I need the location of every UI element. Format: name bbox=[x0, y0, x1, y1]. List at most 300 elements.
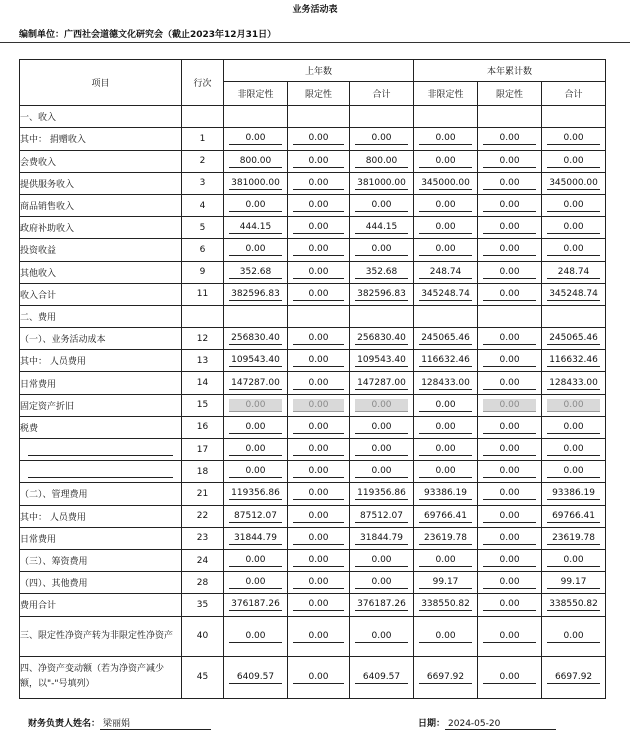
value-cell bbox=[542, 594, 606, 616]
value-field[interactable]: 0.00 bbox=[229, 199, 282, 212]
value-field[interactable]: 0.00 bbox=[293, 377, 344, 390]
table-row bbox=[20, 594, 606, 616]
value-cell bbox=[414, 549, 478, 571]
table-row bbox=[20, 439, 606, 461]
value-cell bbox=[542, 239, 606, 261]
value-field[interactable]: 0.00 bbox=[293, 421, 344, 434]
value-cell bbox=[414, 283, 478, 305]
value-cell bbox=[224, 483, 288, 505]
value-field[interactable]: 245065.46 bbox=[547, 332, 600, 345]
value-field[interactable]: 245065.46 bbox=[419, 332, 472, 345]
value-field[interactable]: 0.00 bbox=[483, 199, 536, 212]
value-cell bbox=[542, 483, 606, 505]
value-field[interactable]: 376187.26 bbox=[355, 598, 408, 611]
value-field[interactable]: 0.00 bbox=[419, 399, 472, 412]
value-field[interactable]: 0.00 bbox=[483, 532, 536, 545]
value-field[interactable]: 256830.40 bbox=[355, 332, 408, 345]
value-field[interactable]: 0.00 bbox=[419, 630, 472, 643]
row-number: 5 bbox=[182, 217, 224, 239]
value-field[interactable]: 109543.40 bbox=[229, 354, 282, 367]
value-cell bbox=[288, 283, 350, 305]
value-cell bbox=[414, 194, 478, 216]
row-label: 二、费用 bbox=[20, 305, 182, 327]
table-row bbox=[20, 350, 606, 372]
value-cell bbox=[288, 106, 350, 128]
value-field[interactable]: 31844.79 bbox=[229, 532, 282, 545]
row-label: 日常费用 bbox=[20, 372, 182, 394]
finance-person-value[interactable]: 梁丽娟 bbox=[100, 716, 211, 730]
col-row-no: 行次 bbox=[182, 60, 224, 106]
value-field[interactable]: 128433.00 bbox=[547, 377, 600, 390]
value-field[interactable]: 0.00 bbox=[483, 598, 536, 611]
value-cell bbox=[224, 128, 288, 150]
value-field[interactable]: 0.00 bbox=[355, 630, 408, 643]
value-field[interactable]: 0.00 bbox=[483, 510, 536, 523]
value-field[interactable]: 128433.00 bbox=[419, 377, 472, 390]
value-cell bbox=[542, 656, 606, 698]
row-number: 4 bbox=[182, 194, 224, 216]
value-cell bbox=[414, 172, 478, 194]
value-field[interactable]: 0.00 bbox=[229, 421, 282, 434]
col-ty-unrestricted: 非限定性 bbox=[414, 82, 478, 106]
col-ly-total: 合计 bbox=[350, 82, 414, 106]
value-field[interactable]: 0.00 bbox=[547, 443, 600, 456]
value-field[interactable]: 0.00 bbox=[229, 554, 282, 567]
value-field[interactable]: 0.00 bbox=[483, 332, 536, 345]
value-cell bbox=[478, 150, 542, 172]
report-date-value[interactable]: 2024-05-20 bbox=[445, 719, 556, 730]
value-field[interactable]: 0.00 bbox=[355, 132, 408, 145]
table-row bbox=[20, 372, 606, 394]
value-field[interactable]: 6409.57 bbox=[229, 671, 282, 684]
table-row bbox=[20, 416, 606, 438]
value-field[interactable]: 382596.83 bbox=[355, 288, 408, 301]
value-field[interactable]: 0.00 bbox=[547, 132, 600, 145]
value-field[interactable]: 0.00 bbox=[547, 421, 600, 434]
value-cell bbox=[414, 350, 478, 372]
value-field[interactable]: 376187.26 bbox=[229, 598, 282, 611]
row-label: 会费收入 bbox=[20, 150, 182, 172]
value-field[interactable]: 256830.40 bbox=[229, 332, 282, 345]
value-field[interactable]: 116632.46 bbox=[547, 354, 600, 367]
table-row bbox=[20, 283, 606, 305]
finance-person bbox=[28, 716, 211, 730]
value-cell bbox=[350, 505, 414, 527]
value-field[interactable]: 0.00 bbox=[419, 155, 472, 168]
value-field[interactable]: 0.00 bbox=[229, 465, 282, 478]
value-cell bbox=[288, 239, 350, 261]
value-field[interactable]: 444.15 bbox=[229, 221, 282, 234]
value-field[interactable]: 0.00 bbox=[229, 243, 282, 256]
value-field[interactable]: 382596.83 bbox=[229, 288, 282, 301]
table-row bbox=[20, 217, 606, 239]
row-label: 其中： 捐赠收入 bbox=[20, 128, 182, 150]
table-row bbox=[20, 305, 606, 327]
value-cell bbox=[350, 283, 414, 305]
value-cell bbox=[350, 261, 414, 283]
value-cell bbox=[478, 194, 542, 216]
value-field[interactable]: 0.00 bbox=[293, 266, 344, 279]
value-field[interactable]: 0.00 bbox=[293, 598, 344, 611]
value-field[interactable]: 69766.41 bbox=[419, 510, 472, 523]
table-row bbox=[20, 194, 606, 216]
value-cell bbox=[350, 305, 414, 327]
row-label: 四、净资产变动额（若为净资产减少额，以"-"号填列） bbox=[20, 656, 182, 698]
value-field[interactable]: 23619.78 bbox=[547, 532, 600, 545]
value-cell bbox=[414, 394, 478, 416]
value-cell bbox=[288, 150, 350, 172]
value-cell bbox=[350, 572, 414, 594]
value-field[interactable]: 0.00 bbox=[419, 243, 472, 256]
value-field[interactable]: 381000.00 bbox=[229, 177, 282, 190]
value-cell bbox=[350, 461, 414, 483]
value-field[interactable]: 0.00 bbox=[293, 532, 344, 545]
value-field[interactable]: 0.00 bbox=[293, 630, 344, 643]
value-cell bbox=[414, 128, 478, 150]
value-field[interactable]: 338550.82 bbox=[547, 598, 600, 611]
row-number: 3 bbox=[182, 172, 224, 194]
value-cell bbox=[478, 217, 542, 239]
value-field[interactable]: 0.00 bbox=[229, 443, 282, 456]
row-label bbox=[20, 461, 182, 483]
table-row bbox=[20, 549, 606, 571]
value-cell bbox=[478, 283, 542, 305]
value-cell bbox=[478, 461, 542, 483]
row-label: 一、收入 bbox=[20, 106, 182, 128]
value-cell bbox=[414, 416, 478, 438]
row-number: 22 bbox=[182, 505, 224, 527]
value-field[interactable]: 0.00 bbox=[483, 630, 536, 643]
value-cell bbox=[478, 372, 542, 394]
value-field[interactable]: 0.00 bbox=[547, 243, 600, 256]
value-cell bbox=[350, 239, 414, 261]
value-field[interactable]: 119356.86 bbox=[355, 487, 408, 500]
row-number: 6 bbox=[182, 239, 224, 261]
table-row bbox=[20, 616, 606, 656]
value-cell bbox=[478, 572, 542, 594]
value-field[interactable]: 345248.74 bbox=[419, 288, 472, 301]
value-cell bbox=[542, 350, 606, 372]
value-field[interactable]: 0.00 bbox=[229, 630, 282, 643]
value-field[interactable]: 0.00 bbox=[293, 177, 344, 190]
value-field[interactable]: 800.00 bbox=[355, 155, 408, 168]
value-cell bbox=[350, 150, 414, 172]
row-label: 其中： 人员费用 bbox=[20, 505, 182, 527]
value-field[interactable]: 0.00 bbox=[293, 155, 344, 168]
row-number: 15 bbox=[182, 394, 224, 416]
value-field[interactable]: 6409.57 bbox=[355, 671, 408, 684]
value-field[interactable]: 0.00 bbox=[293, 465, 344, 478]
row-label: 其中： 人员费用 bbox=[20, 350, 182, 372]
value-cell bbox=[350, 656, 414, 698]
value-cell bbox=[224, 372, 288, 394]
row-number bbox=[182, 106, 224, 128]
value-field[interactable]: 800.00 bbox=[229, 155, 282, 168]
value-field[interactable]: 352.68 bbox=[355, 266, 408, 279]
value-field[interactable]: 0.00 bbox=[355, 554, 408, 567]
table-row bbox=[20, 527, 606, 549]
value-field[interactable]: 0.00 bbox=[483, 354, 536, 367]
value-cell bbox=[224, 239, 288, 261]
row-number: 2 bbox=[182, 150, 224, 172]
value-field[interactable]: 69766.41 bbox=[547, 510, 600, 523]
value-field[interactable]: 0.00 bbox=[547, 465, 600, 478]
value-cell bbox=[478, 439, 542, 461]
value-field[interactable]: 345000.00 bbox=[547, 177, 600, 190]
value-field[interactable]: 0.00 bbox=[483, 132, 536, 145]
table-row bbox=[20, 106, 606, 128]
row-label: （二）、管理费用 bbox=[20, 483, 182, 505]
value-field[interactable]: 87512.07 bbox=[229, 510, 282, 523]
value-cell bbox=[542, 416, 606, 438]
row-number: 40 bbox=[182, 616, 224, 656]
value-cell bbox=[542, 549, 606, 571]
value-cell bbox=[414, 527, 478, 549]
value-field[interactable]: 0.00 bbox=[229, 132, 282, 145]
value-field[interactable]: 444.15 bbox=[355, 221, 408, 234]
value-cell bbox=[288, 194, 350, 216]
value-field[interactable]: 0.00 bbox=[355, 421, 408, 434]
value-cell bbox=[478, 656, 542, 698]
value-cell bbox=[288, 217, 350, 239]
value-cell bbox=[478, 549, 542, 571]
value-cell bbox=[224, 194, 288, 216]
org-unit: 编制单位：广西社会道德文化研究会（截止2023年12月31日） bbox=[19, 30, 277, 40]
value-field[interactable]: 345248.74 bbox=[547, 288, 600, 301]
value-field[interactable]: 116632.46 bbox=[419, 354, 472, 367]
value-field[interactable]: 0.00 bbox=[293, 487, 344, 500]
value-cell bbox=[288, 572, 350, 594]
value-cell bbox=[288, 394, 350, 416]
value-cell bbox=[350, 394, 414, 416]
value-cell bbox=[288, 505, 350, 527]
value-field[interactable]: 147287.00 bbox=[355, 377, 408, 390]
value-cell bbox=[288, 549, 350, 571]
value-cell bbox=[542, 261, 606, 283]
value-field[interactable]: 119356.86 bbox=[229, 487, 282, 500]
value-cell bbox=[288, 483, 350, 505]
value-field[interactable]: 0.00 bbox=[293, 132, 344, 145]
value-field[interactable]: 352.68 bbox=[229, 266, 282, 279]
value-field[interactable]: 31844.79 bbox=[355, 532, 408, 545]
row-label: 固定资产折旧 bbox=[20, 394, 182, 416]
value-field[interactable]: 0.00 bbox=[293, 576, 344, 589]
value-cell bbox=[414, 461, 478, 483]
value-field[interactable]: 6697.92 bbox=[547, 671, 600, 684]
value-cell bbox=[542, 527, 606, 549]
value-cell bbox=[224, 261, 288, 283]
table-row bbox=[20, 261, 606, 283]
value-cell bbox=[542, 572, 606, 594]
value-cell bbox=[478, 172, 542, 194]
value-cell bbox=[542, 505, 606, 527]
value-field[interactable]: 0.00 bbox=[547, 554, 600, 567]
value-field[interactable]: 0.00 bbox=[355, 199, 408, 212]
value-cell bbox=[542, 372, 606, 394]
value-field[interactable]: 0.00 bbox=[293, 199, 344, 212]
value-cell bbox=[288, 372, 350, 394]
row-number: 1 bbox=[182, 128, 224, 150]
value-field[interactable]: 0.00 bbox=[483, 177, 536, 190]
value-field[interactable]: 0.00 bbox=[355, 465, 408, 478]
value-field[interactable]: 0.00 bbox=[483, 155, 536, 168]
value-cell bbox=[224, 527, 288, 549]
value-cell bbox=[350, 350, 414, 372]
value-field[interactable]: 0.00 bbox=[419, 421, 472, 434]
value-cell bbox=[224, 439, 288, 461]
value-field[interactable]: 87512.07 bbox=[355, 510, 408, 523]
finance-person-label: 财务负责人姓名： bbox=[28, 719, 101, 729]
value-cell bbox=[478, 261, 542, 283]
value-cell bbox=[224, 461, 288, 483]
value-cell bbox=[288, 305, 350, 327]
value-field[interactable]: 0.00 bbox=[229, 576, 282, 589]
value-field[interactable]: 109543.40 bbox=[355, 354, 408, 367]
value-field[interactable]: 0.00 bbox=[293, 510, 344, 523]
value-cell bbox=[350, 328, 414, 350]
value-cell bbox=[542, 305, 606, 327]
value-field[interactable]: 0.00 bbox=[293, 243, 344, 256]
report-date-label: 日期： bbox=[418, 719, 446, 729]
value-field[interactable]: 0.00 bbox=[293, 221, 344, 234]
value-field[interactable]: 23619.78 bbox=[419, 532, 472, 545]
value-cell bbox=[224, 328, 288, 350]
value-cell bbox=[224, 150, 288, 172]
value-field[interactable]: 0.00 bbox=[547, 630, 600, 643]
value-cell bbox=[224, 350, 288, 372]
value-field[interactable]: 345000.00 bbox=[419, 177, 472, 190]
row-label: （一）、业务活动成本 bbox=[20, 328, 182, 350]
value-cell bbox=[350, 549, 414, 571]
row-label bbox=[20, 439, 182, 461]
row-label: 政府补助收入 bbox=[20, 217, 182, 239]
value-field[interactable]: 0.00 bbox=[419, 465, 472, 478]
value-field[interactable]: 0.00 bbox=[547, 155, 600, 168]
table-row bbox=[20, 483, 606, 505]
value-field[interactable]: 0.00 bbox=[483, 421, 536, 434]
value-field[interactable]: 0.00 bbox=[355, 243, 408, 256]
value-field[interactable]: 93386.19 bbox=[419, 487, 472, 500]
value-field[interactable]: 0.00 bbox=[293, 554, 344, 567]
value-cell bbox=[224, 217, 288, 239]
value-field[interactable]: 381000.00 bbox=[355, 177, 408, 190]
value-cell bbox=[350, 439, 414, 461]
row-number: 9 bbox=[182, 261, 224, 283]
value-field[interactable]: 0.00 bbox=[483, 288, 536, 301]
value-field[interactable]: 0.00 bbox=[419, 443, 472, 456]
value-field[interactable]: 0.00 bbox=[483, 487, 536, 500]
value-cell bbox=[224, 394, 288, 416]
value-cell bbox=[224, 305, 288, 327]
blank-item-field[interactable] bbox=[28, 466, 173, 478]
value-cell bbox=[288, 416, 350, 438]
value-field[interactable]: 0.00 bbox=[483, 243, 536, 256]
row-number: 16 bbox=[182, 416, 224, 438]
value-field[interactable]: 0.00 bbox=[293, 443, 344, 456]
value-field[interactable]: 0.00 bbox=[419, 132, 472, 145]
value-cell bbox=[414, 616, 478, 656]
value-cell bbox=[224, 656, 288, 698]
value-cell bbox=[288, 350, 350, 372]
value-field[interactable]: 93386.19 bbox=[547, 487, 600, 500]
value-cell bbox=[288, 128, 350, 150]
value-field[interactable]: 0.00 bbox=[483, 443, 536, 456]
value-field[interactable]: 0.00 bbox=[483, 671, 536, 684]
value-field[interactable]: 0.00 bbox=[483, 221, 536, 234]
table-row bbox=[20, 150, 606, 172]
value-cell bbox=[350, 616, 414, 656]
value-field[interactable]: 248.74 bbox=[419, 266, 472, 279]
value-field[interactable]: 0.00 bbox=[483, 554, 536, 567]
value-field[interactable]: 338550.82 bbox=[419, 598, 472, 611]
row-number: 21 bbox=[182, 483, 224, 505]
value-cell bbox=[350, 483, 414, 505]
value-field[interactable]: 0.00 bbox=[293, 354, 344, 367]
row-number: 13 bbox=[182, 350, 224, 372]
value-field[interactable]: 147287.00 bbox=[229, 377, 282, 390]
value-cell bbox=[288, 172, 350, 194]
value-field[interactable]: 0.00 bbox=[483, 576, 536, 589]
blank-item-field[interactable] bbox=[28, 444, 173, 456]
value-cell bbox=[542, 150, 606, 172]
value-cell bbox=[414, 572, 478, 594]
value-field[interactable]: 0.00 bbox=[483, 465, 536, 478]
table-row bbox=[20, 239, 606, 261]
value-cell bbox=[224, 572, 288, 594]
value-field[interactable]: 0.00 bbox=[355, 576, 408, 589]
value-field[interactable]: 0.00 bbox=[547, 199, 600, 212]
value-field[interactable]: 99.17 bbox=[547, 576, 600, 589]
value-field[interactable]: 0.00 bbox=[293, 288, 344, 301]
value-cell bbox=[224, 594, 288, 616]
table-row bbox=[20, 656, 606, 698]
value-field[interactable]: 0.00 bbox=[293, 332, 344, 345]
value-cell bbox=[478, 416, 542, 438]
value-field[interactable]: 0.00 bbox=[483, 266, 536, 279]
value-cell bbox=[478, 616, 542, 656]
value-cell bbox=[478, 527, 542, 549]
row-number: 35 bbox=[182, 594, 224, 616]
table-row bbox=[20, 572, 606, 594]
value-field: 0.00 bbox=[293, 399, 344, 412]
value-field[interactable]: 99.17 bbox=[419, 576, 472, 589]
value-field[interactable]: 6697.92 bbox=[419, 671, 472, 684]
value-field[interactable]: 248.74 bbox=[547, 266, 600, 279]
row-label: 费用合计 bbox=[20, 594, 182, 616]
value-cell bbox=[478, 505, 542, 527]
value-field: 0.00 bbox=[229, 399, 282, 412]
value-field[interactable]: 0.00 bbox=[419, 554, 472, 567]
row-number: 11 bbox=[182, 283, 224, 305]
value-field[interactable]: 0.00 bbox=[355, 443, 408, 456]
value-field: 0.00 bbox=[483, 399, 536, 412]
value-cell bbox=[288, 328, 350, 350]
value-cell bbox=[288, 594, 350, 616]
value-field[interactable]: 0.00 bbox=[293, 671, 344, 684]
value-field[interactable]: 0.00 bbox=[419, 199, 472, 212]
value-cell bbox=[350, 106, 414, 128]
value-cell bbox=[542, 283, 606, 305]
value-cell bbox=[414, 150, 478, 172]
value-cell bbox=[350, 172, 414, 194]
row-label: 税费 bbox=[20, 416, 182, 438]
value-cell bbox=[350, 128, 414, 150]
value-field[interactable]: 0.00 bbox=[419, 221, 472, 234]
value-cell bbox=[542, 128, 606, 150]
value-field[interactable]: 0.00 bbox=[547, 221, 600, 234]
col-ty-total: 合计 bbox=[542, 82, 606, 106]
value-field[interactable]: 0.00 bbox=[483, 377, 536, 390]
